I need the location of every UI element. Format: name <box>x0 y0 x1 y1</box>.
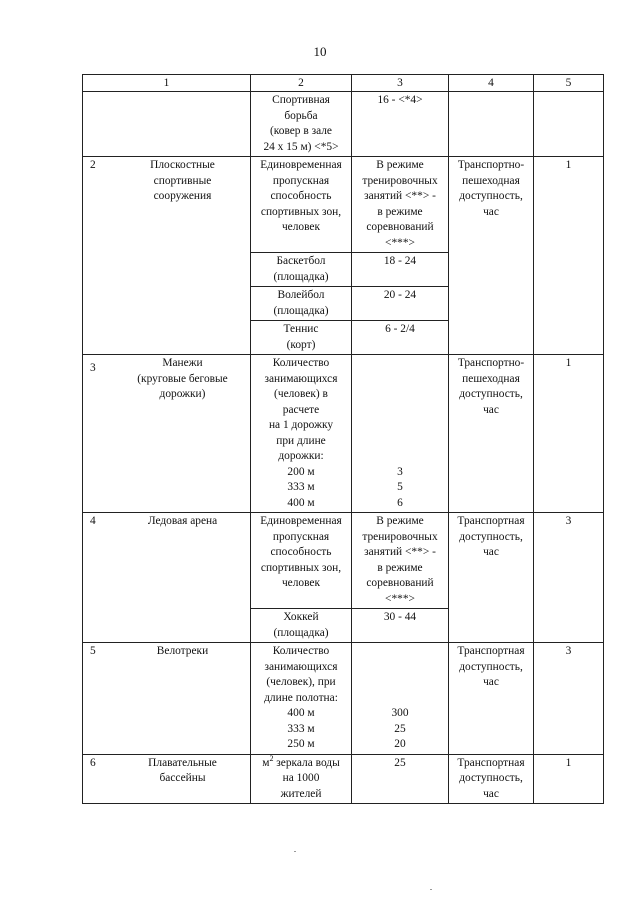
facility-name: Плоскостные спортивные сооружения <box>150 159 215 202</box>
value-cell: 3 5 6 <box>352 355 449 513</box>
value-cell: 25 <box>352 754 449 804</box>
col5-cell: 3 <box>534 643 604 755</box>
facility-name: Плавательные бассейны <box>148 756 217 784</box>
empty-cell <box>83 92 251 157</box>
facility-name: Манежи (круговые беговые дорожки) <box>137 357 228 400</box>
empty-cell <box>534 92 604 157</box>
indicator-cell: Хоккей (площадка) <box>251 609 352 643</box>
indicator-cell: Спортивная борьба (ковер в зале 24 х 15 м) <*5> <box>251 92 352 157</box>
value-cell: В режиме тренировочных занятий <**> - в режиме соревнований <***> <box>352 513 449 609</box>
row-number: 5 <box>90 645 96 657</box>
header-cell: 5 <box>534 75 604 92</box>
facility-name: Ледовая арена <box>147 515 218 527</box>
scan-speck <box>294 851 296 852</box>
indicator-cell: Единовременная пропускная способность спортивных зон, человек <box>251 157 352 253</box>
value-cell: 18 - 24 <box>352 253 449 287</box>
header-row <box>83 75 604 92</box>
indicator-cell: Единовременная пропускная способность спортивных зон, человек <box>251 513 352 609</box>
indicator-cell: Волейбол (площадка) <box>251 287 352 321</box>
value-cell: 16 - <*4> <box>352 92 449 157</box>
scan-speck <box>430 889 432 890</box>
accessibility-cell: Транспортная доступность, час <box>449 513 534 643</box>
table-row <box>83 157 604 253</box>
page-number: 10 <box>313 44 327 59</box>
col5-cell: 1 <box>534 355 604 513</box>
value-cell: В режиме тренировочных занятий <**> - в режиме соревнований <***> <box>352 157 449 253</box>
accessibility-cell: Транспортно- пешеходная доступность, час <box>449 355 534 513</box>
header-cell: 1 <box>83 75 251 92</box>
indicator-cell <box>251 754 352 804</box>
table-row <box>83 513 604 609</box>
table-row <box>83 92 604 157</box>
table-row <box>83 754 604 804</box>
indicator-prefix: м <box>262 756 270 769</box>
indicator-rest: зеркала воды на 1000 жителей <box>276 756 340 800</box>
value-cell: 6 - 2/4 <box>352 321 449 355</box>
standards-table <box>82 74 604 804</box>
empty-cell <box>449 92 534 157</box>
accessibility-cell: Транспортно- пешеходная доступность, час <box>449 157 534 355</box>
facility-cell <box>83 643 251 755</box>
row-number: 3 <box>90 362 96 374</box>
value-cell: 20 - 24 <box>352 287 449 321</box>
indicator-cell: Баскетбол (площадка) <box>251 253 352 287</box>
facility-cell <box>83 157 251 355</box>
value-cell: 30 - 44 <box>352 609 449 643</box>
header-cell: 4 <box>449 75 534 92</box>
facility-name: Велотреки <box>156 645 209 657</box>
indicator-superscript: 2 <box>269 753 274 763</box>
row-number: 4 <box>90 515 96 527</box>
col5-cell: 3 <box>534 513 604 643</box>
row-number: 6 <box>90 756 96 769</box>
indicator-cell: Теннис (корт) <box>251 321 352 355</box>
col5-cell: 1 <box>534 157 604 355</box>
facility-cell <box>83 754 251 804</box>
table-row <box>83 643 604 755</box>
row-number: 2 <box>90 159 96 171</box>
accessibility-cell: Транспортная доступность, час <box>449 643 534 755</box>
accessibility-cell: Транспортная доступность, час <box>449 754 534 804</box>
indicator-cell: Количество занимающихся (человек) в расчете на 1 дорожку при длине дорожки: 200 м 333 м 400 м <box>251 355 352 513</box>
header-cell: 3 <box>352 75 449 92</box>
facility-cell <box>83 355 251 513</box>
value-cell: 300 25 20 <box>352 643 449 755</box>
table-row <box>83 355 604 513</box>
header-cell: 2 <box>251 75 352 92</box>
col5-cell: 1 <box>534 754 604 804</box>
indicator-cell: Количество занимающихся (человек), при длине полотна: 400 м 333 м 250 м <box>251 643 352 755</box>
facility-cell <box>83 513 251 643</box>
